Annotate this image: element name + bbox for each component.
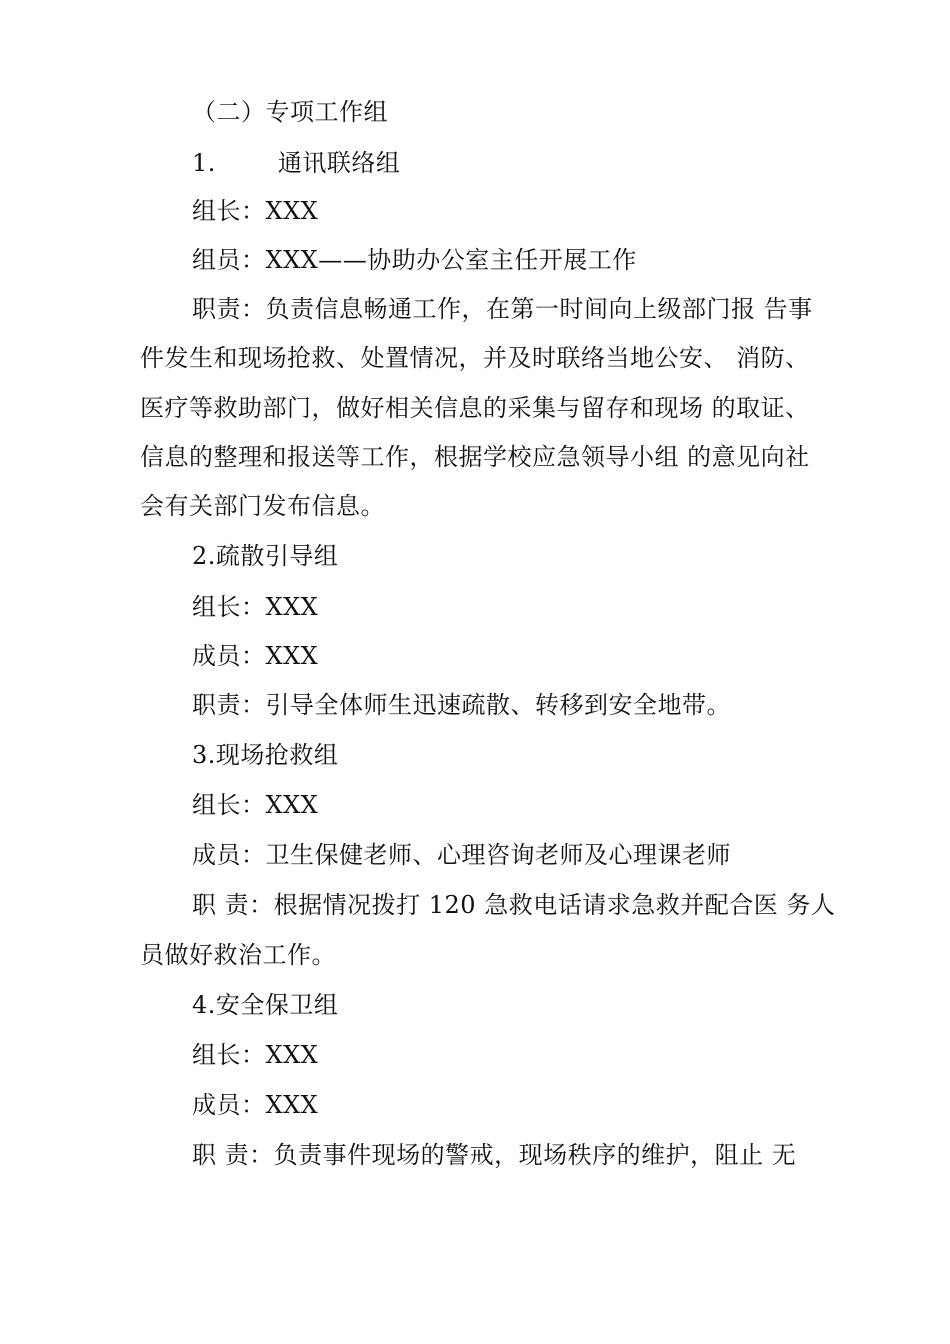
group2-members: 成员：XXX <box>192 642 319 670</box>
group3-duty-line: 员做好救治工作。 <box>140 941 336 969</box>
group2-duty: 职责：引导全体师生迅速疏散、转移到安全地带。 <box>192 691 731 719</box>
group1-heading <box>192 148 400 178</box>
group1-leader: 组长：XXX <box>192 197 319 225</box>
group1-duty-line: 医疗等救助部门，做好相关信息的采集与留存和现场 的取证、 <box>140 394 810 422</box>
group1-duty-line: 职责：负责信息畅通工作，在第一时间向上级部门报 告事 <box>192 295 813 323</box>
group4-leader: 组长：XXX <box>192 1041 319 1069</box>
group1-duty-line: 件发生和现场抢救、处置情况，并及时联络当地公安、 消防、 <box>140 344 810 372</box>
group3-heading: 3.现场抢救组 <box>192 741 339 769</box>
group1-number: 1. <box>192 149 216 177</box>
group4-members: 成员：XXX <box>192 1091 319 1119</box>
group2-heading: 2.疏散引导组 <box>192 542 339 570</box>
section-heading: （二）专项工作组 <box>192 98 388 126</box>
group4-heading: 4.安全保卫组 <box>192 991 339 1019</box>
group3-duty-line: 职 责：根据情况拨打 120 急救电话请求急救并配合医 务人 <box>192 891 836 919</box>
group1-members: 组员：XXX——协助办公室主任开展工作 <box>192 246 637 274</box>
group1-title: 通讯联络组 <box>277 149 401 177</box>
group4-duty-line: 职 责：负责事件现场的警戒，现场秩序的维护，阻止 无 <box>192 1141 797 1169</box>
group3-members: 成员：卫生保健老师、心理咨询老师及心理课老师 <box>192 841 731 869</box>
group2-leader: 组长：XXX <box>192 593 319 621</box>
group3-leader: 组长：XXX <box>192 791 319 819</box>
group1-duty-line: 信息的整理和报送等工作，根据学校应急领导小组 的意见向社 <box>140 443 810 471</box>
group1-duty-line: 会有关部门发布信息。 <box>140 492 385 520</box>
